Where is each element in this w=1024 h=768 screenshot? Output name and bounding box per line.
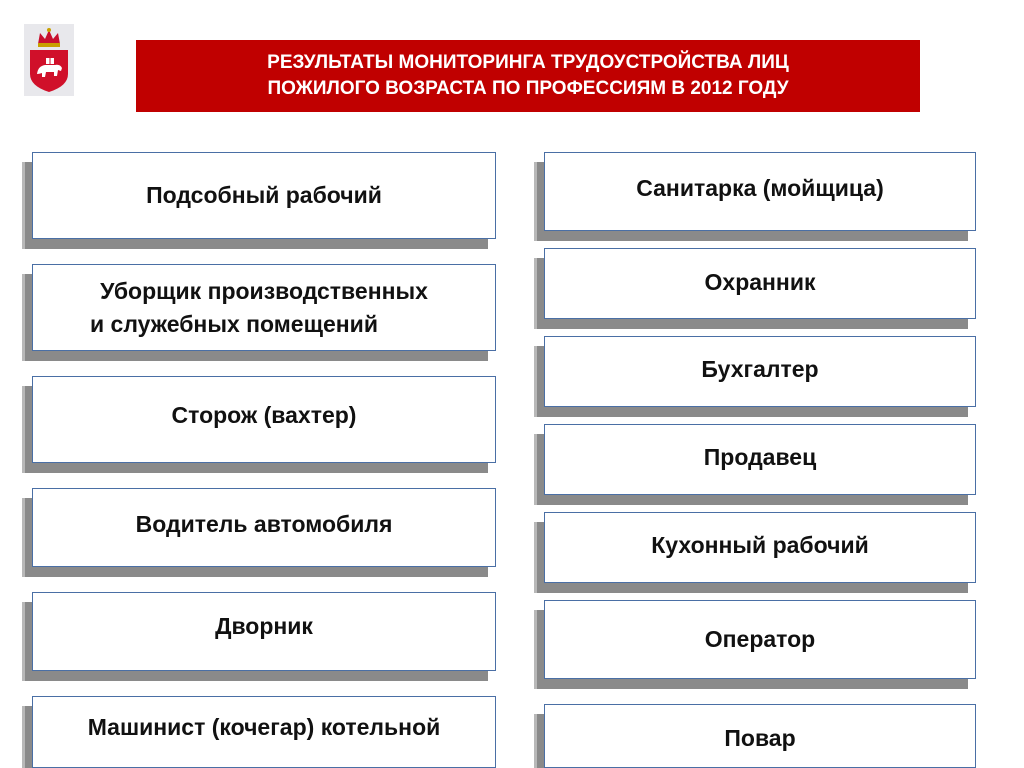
title-line-2: ПОЖИЛОГО ВОЗРАСТА ПО ПРОФЕССИЯМ В 2012 ГОДУ: [267, 78, 789, 99]
profession-card: [32, 264, 496, 351]
profession-label: Кухонный рабочий: [544, 512, 976, 583]
title-line-1: РЕЗУЛЬТАТЫ МОНИТОРИНГА ТРУДОУСТРОЙСТВА ЛИЦ: [267, 52, 789, 73]
profession-card: [32, 696, 496, 768]
profession-label: Сторож (вахтер): [32, 376, 496, 463]
profession-label: Продавец: [544, 424, 976, 495]
profession-card: [32, 488, 496, 567]
profession-label: Охранник: [544, 248, 976, 319]
profession-card: [544, 152, 976, 231]
coat-of-arms-logo: [24, 24, 74, 96]
profession-label: Бухгалтер: [544, 336, 976, 407]
page-title: [136, 40, 920, 112]
profession-label: Подсобный рабочий: [32, 152, 496, 239]
profession-label: Водитель автомобиля: [32, 488, 496, 567]
profession-label: [32, 264, 496, 351]
profession-label-line-1: Уборщик производственных: [100, 277, 428, 304]
profession-card: [544, 512, 976, 583]
profession-label: Машинист (кочегар) котельной: [32, 696, 496, 768]
profession-label: Санитарка (мойщица): [544, 152, 976, 231]
profession-card: [32, 152, 496, 239]
profession-label: Оператор: [544, 600, 976, 679]
profession-card: [32, 376, 496, 463]
bear-emblem-icon: [24, 24, 74, 96]
profession-card: [32, 592, 496, 671]
profession-card: [544, 336, 976, 407]
profession-card: [544, 248, 976, 319]
profession-label-line-2: и служебных помещений: [90, 310, 378, 337]
profession-card: [544, 424, 976, 495]
profession-card: [544, 704, 976, 768]
profession-label: Повар: [544, 704, 976, 768]
profession-label: Дворник: [32, 592, 496, 671]
profession-card: [544, 600, 976, 679]
